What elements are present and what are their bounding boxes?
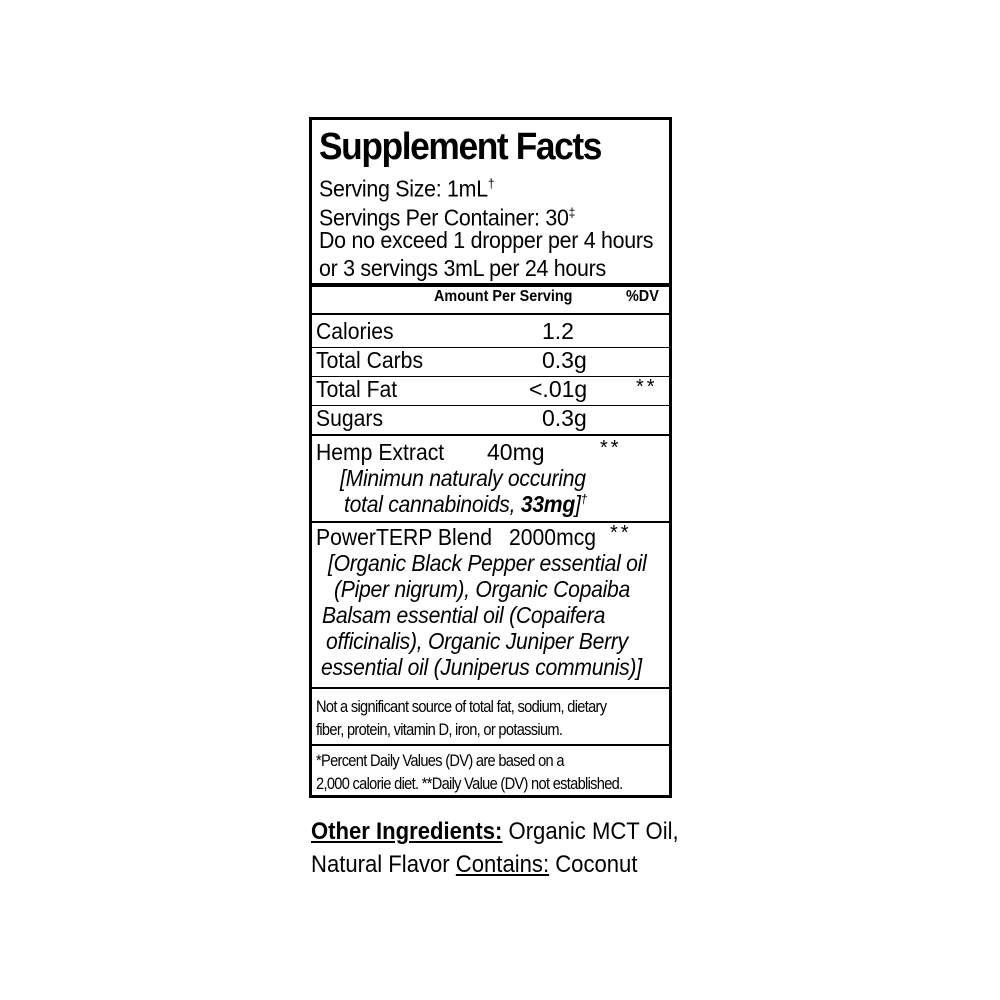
blend-amount: 2000mcg	[509, 524, 597, 550]
row-carbs-amount: 0.3g	[542, 347, 587, 373]
footnote-1-line-1: Not a significant source of total fat, sodium, dietary	[316, 697, 607, 716]
footnote-1-line-2: fiber, protein, vitamin D, iron, or potassium.	[316, 720, 563, 739]
blend-line-5: essential oil (Juniperus communis)]	[321, 654, 642, 680]
row-sugars-name: Sugars	[316, 405, 384, 431]
row-calories-name: Calories	[316, 318, 394, 344]
dv-column-header: %DV	[626, 288, 659, 305]
divider	[312, 434, 669, 436]
hemp-note-line-2: total cannabinoids, 33mg]†	[344, 491, 587, 517]
servings-per-container: Servings Per Container: 30‡	[319, 204, 576, 231]
other-ingredients-line-2: Natural Flavor Contains: Coconut	[311, 851, 638, 878]
serving-size: Serving Size: 1mL†	[319, 175, 495, 202]
footnote-2-line-1: *Percent Daily Values (DV) are based on a	[316, 751, 564, 770]
row-fat-amount: <.01g	[529, 376, 588, 402]
blend-line-2: (Piper nigrum), Organic Copaiba	[334, 576, 631, 602]
blend-line-1: [Organic Black Pepper essential oil	[328, 550, 647, 576]
panel-title: Supplement Facts	[319, 126, 602, 168]
other-ingredients-line-1: Other Ingredients: Organic MCT Oil,	[311, 818, 679, 845]
divider	[312, 313, 669, 315]
limit-line-1: Do no exceed 1 dropper per 4 hours	[319, 227, 654, 253]
blend-name: PowerTERP Blend	[316, 524, 493, 550]
hemp-extract-dv: **	[600, 437, 622, 459]
hemp-extract-name: Hemp Extract	[316, 439, 445, 465]
row-calories-amount: 1.2	[542, 318, 574, 344]
hemp-note-line-1: [Minimun naturaly occuring	[340, 465, 586, 491]
hemp-extract-amount: 40mg	[487, 439, 545, 465]
thick-divider	[312, 283, 669, 287]
blend-line-3: Balsam essential oil (Copaifera	[322, 602, 606, 628]
row-fat-dv: **	[636, 376, 658, 398]
amount-column-header: Amount Per Serving	[434, 288, 573, 305]
blend-line-4: officinalis), Organic Juniper Berry	[326, 628, 628, 654]
footnote-2-line-2: 2,000 calorie diet. **Daily Value (DV) not established.	[316, 774, 623, 793]
divider	[312, 687, 669, 689]
row-carbs-name: Total Carbs	[316, 347, 424, 373]
supplement-facts-panel	[309, 117, 672, 798]
row-fat-name: Total Fat	[316, 376, 398, 402]
divider	[312, 744, 669, 746]
limit-line-2: or 3 servings 3mL per 24 hours	[319, 255, 606, 281]
blend-dv: **	[610, 522, 632, 544]
row-sugars-amount: 0.3g	[542, 405, 587, 431]
